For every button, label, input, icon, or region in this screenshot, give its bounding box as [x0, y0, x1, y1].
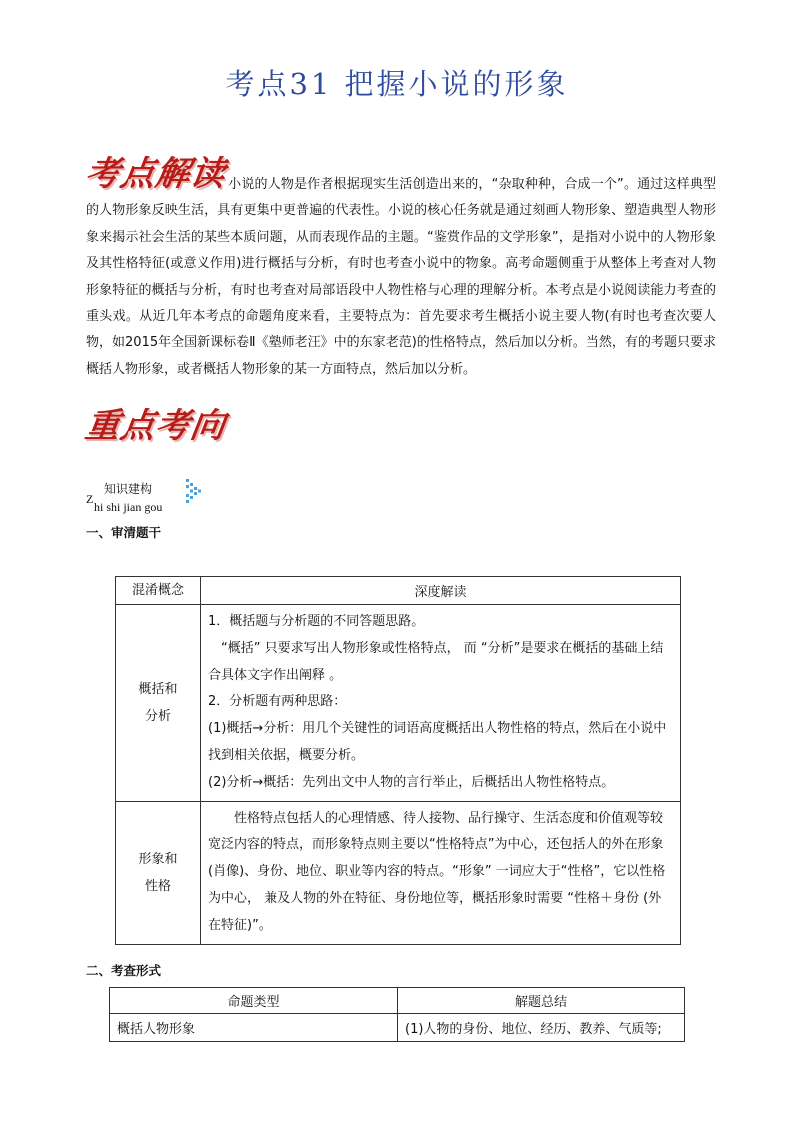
concept-table	[115, 576, 681, 945]
header-concept: 混淆概念	[116, 577, 201, 605]
header-solution-summary: 解题总结	[398, 988, 685, 1014]
interpretation-line: 1．概括题与分析题的不同答题思路。	[208, 614, 425, 629]
table-header-row	[116, 577, 681, 605]
concept-cell	[116, 605, 201, 802]
knowledge-initial: Z	[86, 492, 94, 506]
interpretation-cell	[201, 801, 681, 944]
banner-focus: 重点考向	[82, 406, 229, 446]
solution-summary-cell: (1)人物的身份、地位、经历、教养、气质等;	[398, 1014, 685, 1042]
form-table	[109, 987, 685, 1042]
banner-interpretation: 考点解读	[82, 154, 229, 194]
page-title: 考点31 把握小说的形象	[225, 67, 569, 101]
knowledge-label: 知识建构	[104, 482, 153, 496]
table-row	[110, 1014, 685, 1042]
interpretation-line: (1)概括→分析：用几个关键性的词语高度概括出人物性格的特点，然后在小说中找到相关依据，概要分析。	[208, 721, 667, 763]
knowledge-box	[86, 478, 216, 518]
interpretation-line: 性格特点包括人的心理情感、待人接物、品行操守、生活态度和价值观等较宽泛内容的特点，而形象特点则主要以“性格特点”为中心，还包括人的外在形象(肖像)、身份、地位、职业等内容的特点。“形象” 一词应大于“性格”，它以性格为中心， 兼及人物的外在特征、身份地位等，概括形象时需要 “性格＋身份 (外在特征)”。	[208, 810, 666, 933]
interpretation-line: (2)分析→概括：先列出文中人物的言行举止，后概括出人物性格特点。	[208, 774, 615, 790]
question-type-cell: 概括人物形象	[110, 1014, 398, 1042]
intro-paragraph	[86, 172, 716, 383]
header-question-type: 命题类型	[110, 988, 398, 1014]
concept-text: 概括和	[138, 681, 178, 697]
section1-heading: 一、审清题干	[86, 525, 162, 540]
chevron-right-icon	[185, 478, 203, 504]
intro-text: 小说的人物是作者根据现实生活创造出来的，“杂取种种，合成一个”。通过这样典型的人物形象反映生活，具有更集中更普遍的代表性。小说的核心任务就是通过刻画人物形象、塑造典型人物形象来揭示社会生活的某些本质问题，从而表现作品的主题。“鉴赏作品的文学形象”，是指对小说中的人物形象及其性格特征(或意义作用)进行概括与分析，有时也考查小说中的物象。高考命题侧重于从整体上考查对人物形象特征的概括与分析，有时也考查对局部语段中人物性格与心理的理解分析。本考点是小说阅读能力考查的重头戏。从近几年本考点的命题角度来看，主要特点为：首先要求考生概括小说主要人物(有时也考查次要人物，如2015年全国新课标卷Ⅱ《塾师老汪》中的东家老范)的性格特点，然后加以分析。当然，有的考题只要求概括人物形象，或者概括人物形象的某一方面特点，然后加以分析。	[86, 177, 716, 377]
table-row	[116, 605, 681, 802]
concept-text: 形象和	[138, 851, 178, 867]
concept-text: 性格	[144, 878, 171, 894]
header-interpretation: 深度解读	[201, 577, 681, 605]
table-row	[116, 801, 681, 944]
table-header-row	[110, 988, 685, 1014]
knowledge-pinyin: hi shi jian gou	[94, 500, 163, 514]
concept-text: 分析	[144, 708, 171, 724]
interpretation-line: 2．分析题有两种思路：	[208, 694, 347, 710]
concept-cell	[116, 801, 201, 944]
interpretation-cell	[201, 605, 681, 802]
section2-heading: 二、考查形式	[86, 963, 162, 978]
interpretation-line: “概括” 只要求写出人物形象或性格特点， 而 “分析”是要求在概括的基础上结合具体文字作出阐释 。	[208, 640, 664, 683]
